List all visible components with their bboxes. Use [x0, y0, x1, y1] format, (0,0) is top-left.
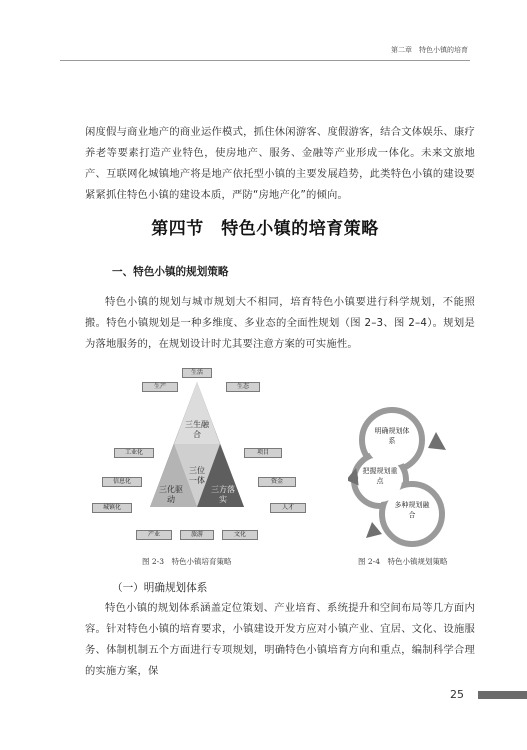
box-chanye: 产业 — [136, 530, 172, 540]
figure-2-3-caption: 图 2-3 特色小镇培育策略 — [142, 557, 232, 566]
figure-2-4-caption: 图 2-4 特色小镇规划策略 — [358, 557, 448, 566]
figure-2-4 — [348, 402, 468, 552]
page-number: 25 — [450, 688, 464, 701]
label-sanhua: 三化驱动 — [159, 485, 183, 504]
box-chengzhenhua: 城镇化 — [92, 503, 132, 513]
section-title: 第四节 特色小镇的培育策略 — [151, 219, 379, 239]
arrow-3-icon — [366, 522, 382, 538]
box-wenhua: 文化 — [222, 530, 258, 540]
subsection-2-paragraph — [85, 598, 475, 682]
label-sanwei: 三位一体 — [189, 466, 205, 485]
intro-paragraph — [85, 122, 475, 206]
step-3: 多种规划融合 — [394, 501, 430, 519]
box-rencai: 人才 — [270, 503, 306, 513]
box-shenghuo: 生活 — [182, 368, 212, 378]
box-xinxihua: 信息化 — [102, 477, 142, 487]
subsection-2-title: （一）明确规划体系 — [112, 582, 208, 594]
intro-text: 闲度假与商业地产的商业运作模式，抓住休闲游客、度假游客，结合文体娱乐、康疗养老等要素打造产业特色，使房地产、服务、金融等产业形成一体化。未来文旅地产、互联网化城镇地产将是地产依托型小镇的主要发展趋势，此类特色小镇的建设要紧紧抓住特色小镇的建设本质，严防“房地产化”的倾向。 — [85, 126, 475, 201]
label-sanfang: 三方落实 — [211, 485, 235, 504]
subsection-1-paragraph — [85, 292, 475, 355]
box-shengchan: 生产 — [142, 382, 178, 392]
box-shengtai: 生态 — [226, 382, 260, 392]
subsection-2-text: 特色小镇的规划体系涵盖定位策划、产业培育、系统提升和空间布局等几方面内容。针对特色小镇的培育要求，小镇建设开发方应对小镇产业、宜居、文化、设施服务、体制机制五个方面进行专项规划，明确特色小镇培育方向和重点，编制科学合理的实施方案，保 — [85, 602, 475, 677]
box-gongyehua: 工业化 — [114, 448, 154, 458]
step-1: 明确规划体系 — [374, 427, 410, 445]
running-title: 第二章 特色小镇的培育 — [391, 46, 468, 54]
label-sansheng: 三生融合 — [185, 420, 209, 439]
page-bar — [478, 691, 527, 699]
step-2: 把握规划重点 — [362, 467, 398, 485]
subsection-1-title: 一、特色小镇的规划策略 — [112, 266, 229, 278]
box-lvyou: 旅游 — [180, 530, 214, 540]
box-xiangmu: 项目 — [244, 448, 282, 458]
arrow-1-icon — [428, 432, 446, 450]
subsection-1-text: 特色小镇的规划与城市规划大不相同，培育特色小镇要进行科学规划，不能照搬。特色小镇规划是一种多维度、多业态的全面性规划（图 2–3、图 2–4）。规划是为落地服务的，在规划设计时尤其要注意方案的可实施性。 — [85, 296, 475, 350]
figure-2-3 — [98, 362, 318, 552]
box-ziji: 资金 — [258, 477, 296, 487]
running-header — [60, 40, 470, 61]
